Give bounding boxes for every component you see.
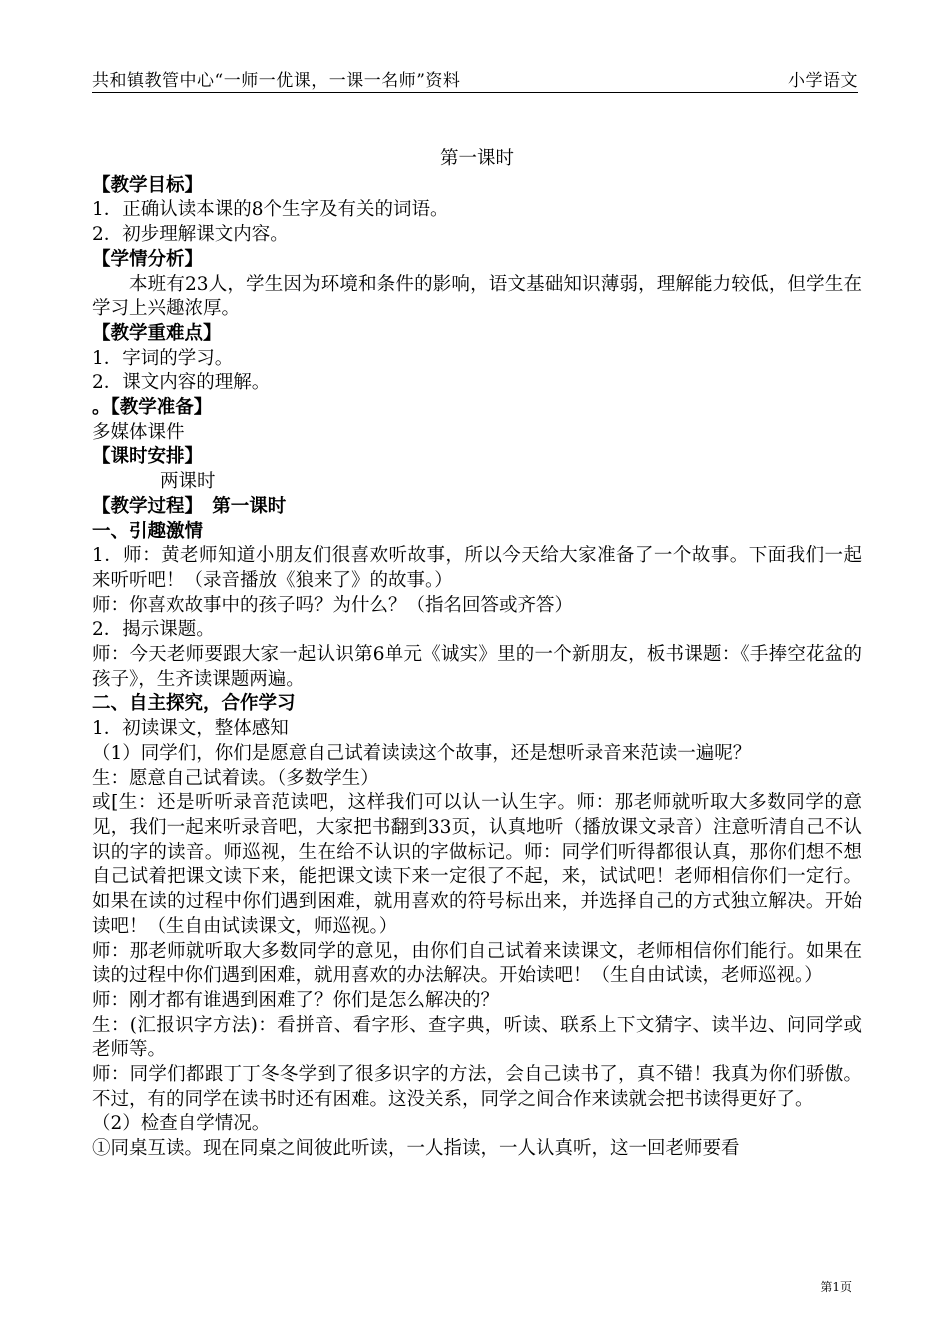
keypoint-item: 1．字词的学习。	[92, 347, 234, 369]
header-title: 共和镇教管中心“一师一优课，一课一名师”资料	[92, 71, 461, 91]
paragraph: 师：那老师就听取大多数同学的意见，由你们自己试着来读课文，老师相信你们能行。如果在读的过程中你们遇到困难，就用喜欢的办法解决。开始读吧！（生自由试读，老师巡视。）	[92, 940, 862, 987]
paragraph: 生：愿意自己试着读。（多数学生）	[92, 767, 379, 789]
section-heading-keypoints: 【教学重难点】	[92, 322, 222, 344]
analysis-text: 本班有23人，学生因为环境和条件的影响，语文基础知识薄弱，理解能力较低，但学生在学习上兴趣浓厚。	[92, 273, 862, 320]
goal-item: 1．正确认读本课的8个生字及有关的词语。	[92, 199, 449, 221]
page-number: 第1页	[820, 1280, 852, 1294]
paragraph: 1．师：黄老师知道小朋友们很喜欢听故事，所以今天给大家准备了一个故事。下面我们一起来听听吧！（录音播放《狼来了》的故事。）	[92, 545, 862, 591]
step-heading: 一、引趣激情	[92, 520, 204, 542]
section-heading-schedule: 【课时安排】	[92, 446, 204, 468]
paragraph: 师：刚才都有谁遇到困难了？你们是怎么解决的？	[92, 989, 500, 1011]
paragraph: （2）检查自学情况。	[92, 1113, 271, 1135]
header-subject: 小学语文	[788, 71, 858, 91]
paragraph: 或[生：还是听听录音范读吧，这样我们可以认一认生字。师：那老师就听取大多数同学的意见，我们一起来听录音吧，大家把书翻到33页，认真地听（播放课文录音）注意听清自己不认识的字的读音。师巡视，生在给不认识的字做标记。师：同学们听得都很认真，那你们想不想自己试着把课文读下来，能把课文读下来一定很了不起，来，试试吧！老师相信你们一定行。如果在读的过程中你们遇到困难，就用喜欢的符号标出来，并选择自己的方式独立解决。开始读吧！（生自由试读课文，师巡视。）	[92, 792, 862, 937]
paragraph: 生：(汇报识字方法)：看拼音、看字形、查字典，听读、联系上下文猜字、读半边、问同学或老师等。	[92, 1014, 862, 1061]
paragraph: ①同桌互读。现在同桌之间彼此听读，一人指读，一人认真听，这一回老师要看	[92, 1138, 740, 1160]
section-heading-process: 【教学过程】 第一课时	[92, 495, 287, 517]
paragraph: （1）同学们，你们是愿意自己试着读读这个故事，还是想听录音来范读一遍呢？	[92, 742, 752, 764]
paragraph: 师：今天老师要跟大家一起认识第6单元《诚实》里的一个新朋友，板书课题：《手捧空花盆的孩子》，生齐读课题两遍。	[92, 644, 862, 690]
goal-item: 2．初步理解课文内容。	[92, 224, 289, 246]
section-heading-preparation: 。【教学准备】	[92, 397, 213, 419]
step-heading: 二、自主探究，合作学习	[92, 693, 296, 715]
paragraph: 师：同学们都跟丁丁冬冬学到了很多识字的方法，会自己读书了，真不错！我真为你们骄傲。不过，有的同学在读书时还有困难。这没关系，同学之间合作来读就会把书读得更好了。	[92, 1064, 862, 1110]
schedule-text: 两课时	[160, 471, 216, 493]
keypoint-item: 2．课文内容的理解。	[92, 372, 271, 394]
paragraph: 2．揭示课题。	[92, 619, 215, 641]
document-body	[92, 147, 862, 1162]
paragraph: 师：你喜欢故事中的孩子吗？为什么？（指名回答或齐答）	[92, 594, 574, 616]
paragraph: 1．初读课文，整体感知	[92, 718, 289, 740]
lesson-title: 第一课时	[439, 148, 514, 169]
section-heading-analysis: 【学情分析】	[92, 248, 204, 270]
preparation-text: 多媒体课件	[92, 421, 185, 443]
section-heading-goals: 【教学目标】	[92, 174, 204, 196]
page-header	[92, 66, 858, 93]
